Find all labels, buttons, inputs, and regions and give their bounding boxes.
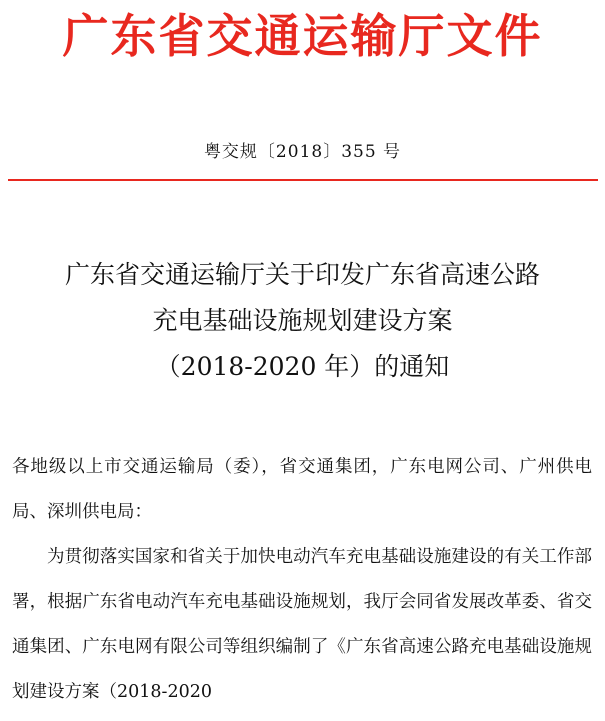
notice-title-line-1: 广东省交通运输厅关于印发广东省高速公路 [64,260,540,289]
masthead-title: 广东省交通运输厅文件 [62,9,543,63]
notice-title-line-3: （2018-2020 年）的通知 [155,352,450,381]
notice-title [0,252,605,390]
document-body [12,445,592,715]
body-paragraph: 为贯彻落实国家和省关于加快电动汽车充电基础设施建设的有关工作部署，根据广东省电动汽车充电基础设施规划，我厅会同省发展改革委、省交通集团、广东电网有限公司等组织编制了《广东省高速公路充电基础设施规划建设方案（2018-2020 [12,547,592,702]
document-number: 粤交规〔2018〕355 号 [203,142,402,162]
salutation: 各地级以上市交通运输局（委），省交通集团，广东电网公司、广州供电局、深圳供电局： [12,457,592,522]
notice-title-line-2: 充电基础设施规划建设方案 [152,306,453,335]
red-divider-line [8,179,598,181]
